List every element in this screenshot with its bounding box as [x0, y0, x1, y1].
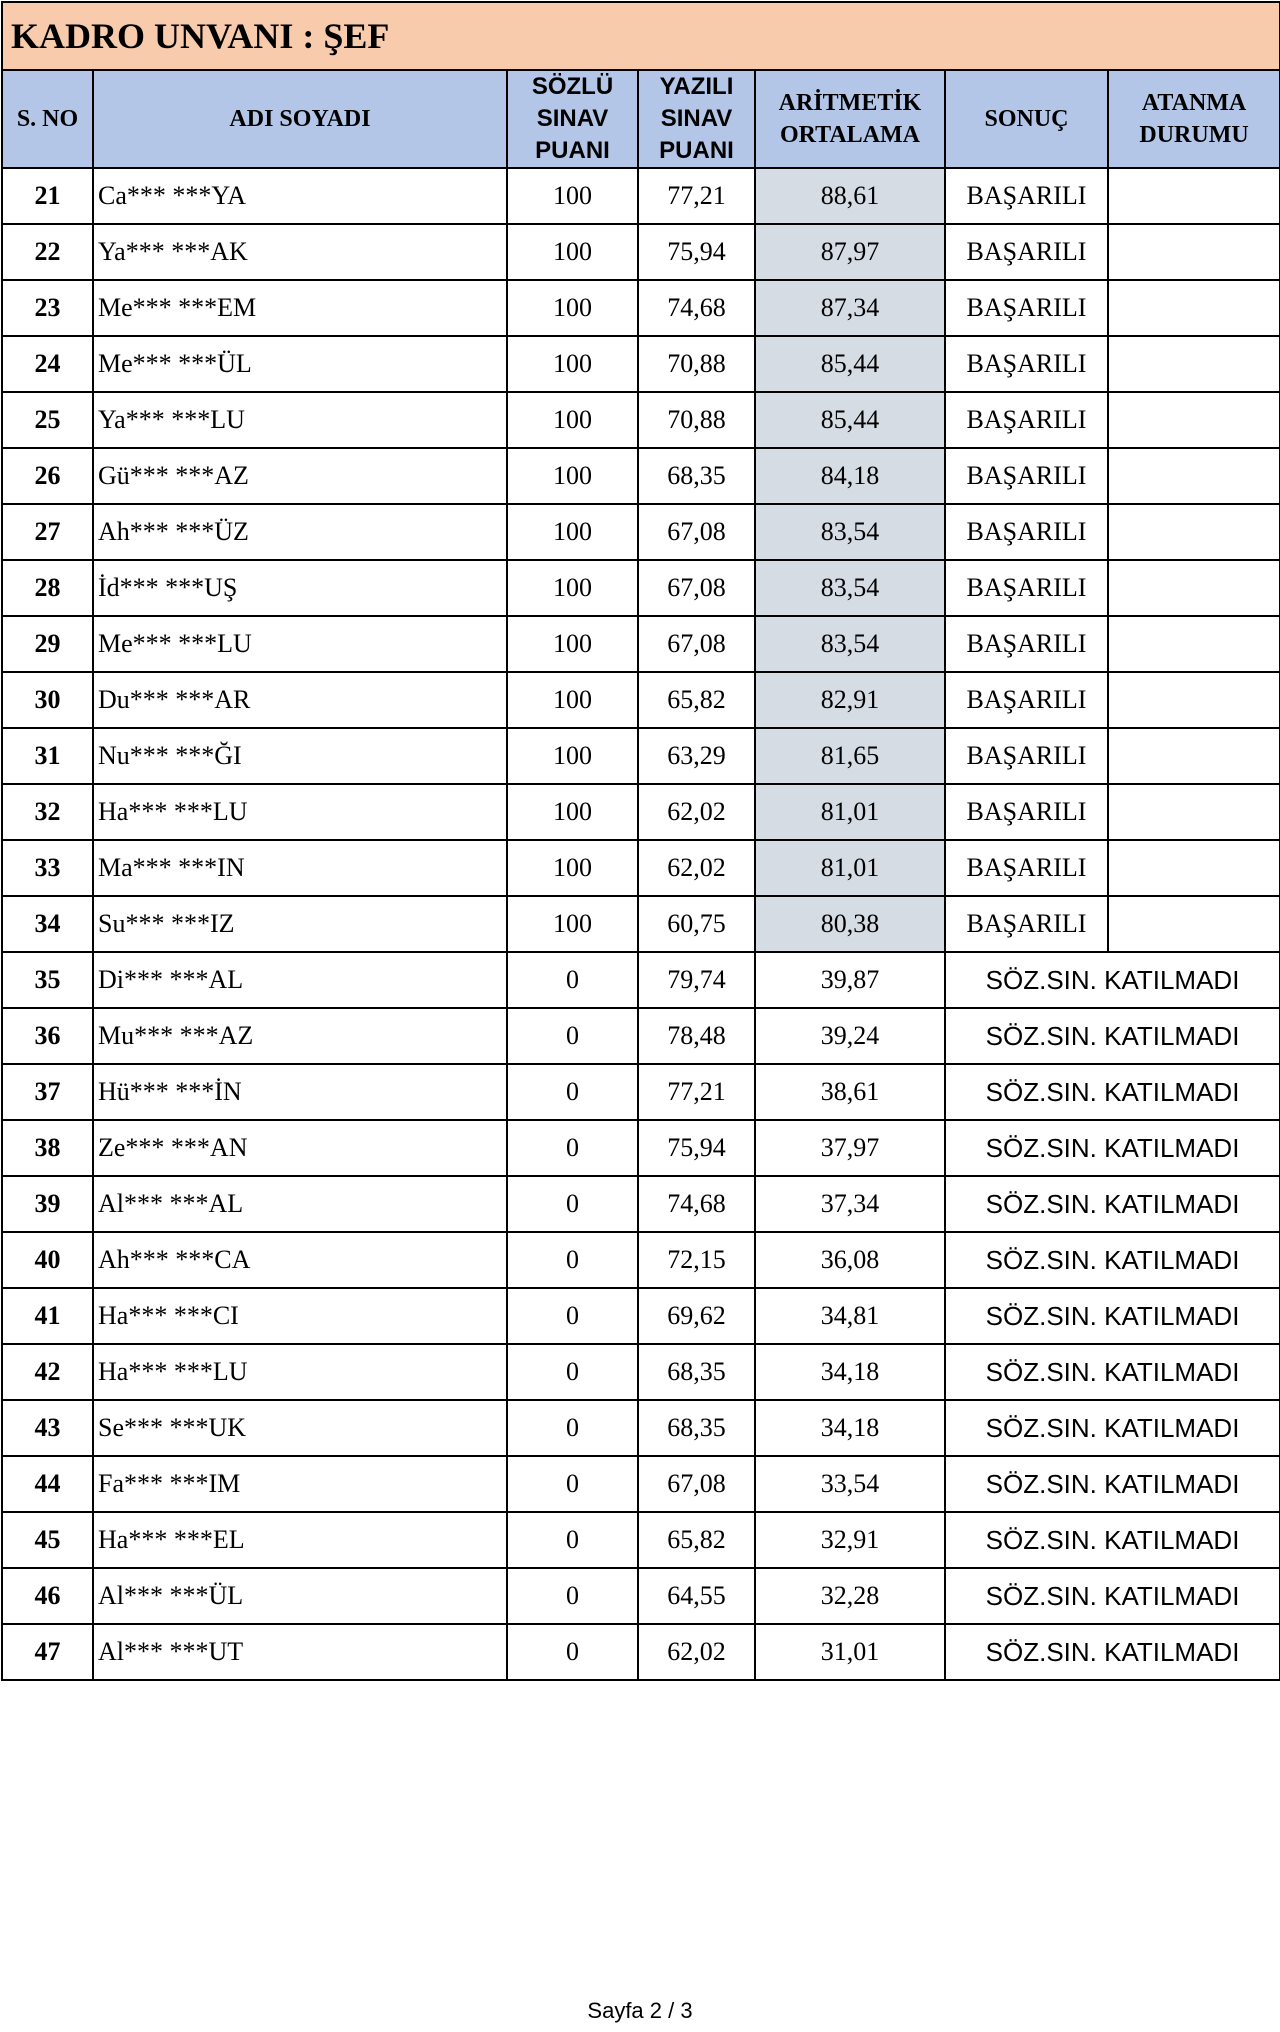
- cell-no: 28: [2, 560, 93, 616]
- table-row: [2, 672, 1280, 728]
- cell-oral-score: 100: [507, 784, 638, 840]
- cell-oral-score: 0: [507, 1288, 638, 1344]
- cell-name: Nu*** ***ĞI: [93, 728, 507, 784]
- table-row: [2, 1344, 1280, 1400]
- cell-no: 32: [2, 784, 93, 840]
- col-header-name: ADI SOYADI: [93, 70, 507, 168]
- cell-written-score: 79,74: [638, 952, 755, 1008]
- cell-written-score: 77,21: [638, 168, 755, 224]
- cell-no: 45: [2, 1512, 93, 1568]
- cell-result: SÖZ.SIN. KATILMADI: [945, 1344, 1280, 1400]
- cell-oral-score: 0: [507, 1624, 638, 1680]
- cell-average: 34,81: [755, 1288, 945, 1344]
- cell-name: Du*** ***AR: [93, 672, 507, 728]
- table-row: [2, 448, 1280, 504]
- cell-oral-score: 100: [507, 896, 638, 952]
- cell-appointment: [1108, 336, 1280, 392]
- cell-written-score: 77,21: [638, 1064, 755, 1120]
- cell-no: 35: [2, 952, 93, 1008]
- cell-name: Ah*** ***ÜZ: [93, 504, 507, 560]
- cell-name: Se*** ***UK: [93, 1400, 507, 1456]
- cell-oral-score: 100: [507, 392, 638, 448]
- cell-result: SÖZ.SIN. KATILMADI: [945, 1512, 1280, 1568]
- cell-result: SÖZ.SIN. KATILMADI: [945, 1064, 1280, 1120]
- cell-average: 85,44: [755, 392, 945, 448]
- col-header-oral-line: SINAV: [536, 105, 609, 132]
- table-row: [2, 392, 1280, 448]
- cell-result: BAŞARILI: [945, 168, 1108, 224]
- cell-oral-score: 100: [507, 448, 638, 504]
- cell-oral-score: 100: [507, 168, 638, 224]
- cell-oral-score: 100: [507, 224, 638, 280]
- cell-name: Ya*** ***LU: [93, 392, 507, 448]
- cell-appointment: [1108, 168, 1280, 224]
- table-row: [2, 168, 1280, 224]
- cell-result: SÖZ.SIN. KATILMADI: [945, 1624, 1280, 1680]
- table-row: [2, 1120, 1280, 1176]
- cell-name: Ze*** ***AN: [93, 1120, 507, 1176]
- cell-average: 36,08: [755, 1232, 945, 1288]
- cell-result: BAŞARILI: [945, 280, 1108, 336]
- col-header-appointment-line: DURUMU: [1139, 122, 1249, 148]
- cell-appointment: [1108, 224, 1280, 280]
- cell-average: 38,61: [755, 1064, 945, 1120]
- cell-result: SÖZ.SIN. KATILMADI: [945, 1456, 1280, 1512]
- cell-written-score: 78,48: [638, 1008, 755, 1064]
- col-header-oral: [507, 70, 638, 168]
- col-header-written-line: YAZILI: [659, 73, 734, 100]
- col-header-no: S. NO: [2, 70, 93, 168]
- cell-oral-score: 100: [507, 616, 638, 672]
- cell-result: BAŞARILI: [945, 224, 1108, 280]
- table-row: [2, 280, 1280, 336]
- cell-result: BAŞARILI: [945, 448, 1108, 504]
- table-row: [2, 1624, 1280, 1680]
- cell-result: BAŞARILI: [945, 560, 1108, 616]
- cell-name: İd*** ***UŞ: [93, 560, 507, 616]
- cell-average: 37,34: [755, 1176, 945, 1232]
- cell-name: Ha*** ***LU: [93, 1344, 507, 1400]
- cell-average: 34,18: [755, 1400, 945, 1456]
- cell-name: Al*** ***AL: [93, 1176, 507, 1232]
- cell-average: 31,01: [755, 1624, 945, 1680]
- cell-result: SÖZ.SIN. KATILMADI: [945, 952, 1280, 1008]
- cell-written-score: 67,08: [638, 616, 755, 672]
- cell-oral-score: 100: [507, 672, 638, 728]
- cell-result: SÖZ.SIN. KATILMADI: [945, 1008, 1280, 1064]
- cell-no: 31: [2, 728, 93, 784]
- cell-written-score: 68,35: [638, 1400, 755, 1456]
- cell-oral-score: 100: [507, 280, 638, 336]
- cell-no: 34: [2, 896, 93, 952]
- cell-average: 37,97: [755, 1120, 945, 1176]
- cell-result: BAŞARILI: [945, 672, 1108, 728]
- cell-no: 44: [2, 1456, 93, 1512]
- cell-appointment: [1108, 840, 1280, 896]
- table-row: [2, 560, 1280, 616]
- cell-average: 32,91: [755, 1512, 945, 1568]
- col-header-appointment: [1108, 70, 1280, 168]
- table-row: [2, 504, 1280, 560]
- cell-no: 23: [2, 280, 93, 336]
- cell-written-score: 68,35: [638, 1344, 755, 1400]
- table-row: [2, 1008, 1280, 1064]
- cell-result: BAŞARILI: [945, 336, 1108, 392]
- cell-name: Ha*** ***CI: [93, 1288, 507, 1344]
- cell-written-score: 65,82: [638, 1512, 755, 1568]
- cell-average: 88,61: [755, 168, 945, 224]
- cell-appointment: [1108, 728, 1280, 784]
- results-table: [1, 1, 1280, 1681]
- cell-name: Ah*** ***CA: [93, 1232, 507, 1288]
- cell-name: Ca*** ***YA: [93, 168, 507, 224]
- cell-written-score: 69,62: [638, 1288, 755, 1344]
- cell-written-score: 67,08: [638, 1456, 755, 1512]
- cell-average: 87,34: [755, 280, 945, 336]
- cell-appointment: [1108, 672, 1280, 728]
- cell-written-score: 67,08: [638, 504, 755, 560]
- cell-no: 39: [2, 1176, 93, 1232]
- cell-result: SÖZ.SIN. KATILMADI: [945, 1120, 1280, 1176]
- cell-written-score: 62,02: [638, 784, 755, 840]
- cell-result: BAŞARILI: [945, 392, 1108, 448]
- cell-average: 39,24: [755, 1008, 945, 1064]
- cell-written-score: 74,68: [638, 280, 755, 336]
- table-row: [2, 1568, 1280, 1624]
- cell-no: 46: [2, 1568, 93, 1624]
- cell-oral-score: 0: [507, 1400, 638, 1456]
- cell-oral-score: 0: [507, 1568, 638, 1624]
- cell-name: Me*** ***EM: [93, 280, 507, 336]
- cell-written-score: 60,75: [638, 896, 755, 952]
- cell-result: BAŞARILI: [945, 896, 1108, 952]
- cell-written-score: 72,15: [638, 1232, 755, 1288]
- cell-average: 39,87: [755, 952, 945, 1008]
- cell-no: 30: [2, 672, 93, 728]
- cell-average: 82,91: [755, 672, 945, 728]
- sheet-title: KADRO UNVANI : ŞEF: [2, 2, 1280, 70]
- cell-no: 40: [2, 1232, 93, 1288]
- cell-name: Su*** ***IZ: [93, 896, 507, 952]
- cell-name: Ha*** ***LU: [93, 784, 507, 840]
- cell-written-score: 68,35: [638, 448, 755, 504]
- header-row: [2, 70, 1280, 168]
- cell-no: 22: [2, 224, 93, 280]
- col-header-written-line: PUANI: [659, 137, 734, 164]
- col-header-written: [638, 70, 755, 168]
- col-header-oral-line: PUANI: [535, 137, 610, 164]
- cell-average: 81,01: [755, 784, 945, 840]
- col-header-oral-line: SÖZLÜ: [531, 73, 614, 100]
- cell-appointment: [1108, 504, 1280, 560]
- cell-average: 83,54: [755, 616, 945, 672]
- cell-result: SÖZ.SIN. KATILMADI: [945, 1400, 1280, 1456]
- cell-oral-score: 0: [507, 1064, 638, 1120]
- cell-appointment: [1108, 616, 1280, 672]
- page-number: Sayfa 2 / 3: [587, 1998, 693, 2023]
- cell-written-score: 62,02: [638, 1624, 755, 1680]
- cell-oral-score: 0: [507, 1344, 638, 1400]
- cell-no: 41: [2, 1288, 93, 1344]
- cell-name: Me*** ***ÜL: [93, 336, 507, 392]
- cell-no: 42: [2, 1344, 93, 1400]
- cell-written-score: 63,29: [638, 728, 755, 784]
- table-row: [2, 1512, 1280, 1568]
- table-body: [2, 168, 1280, 1680]
- col-header-average-line: ORTALAMA: [779, 122, 921, 148]
- cell-appointment: [1108, 896, 1280, 952]
- cell-no: 43: [2, 1400, 93, 1456]
- col-header-appointment-line: ATANMA: [1141, 90, 1247, 116]
- cell-name: Mu*** ***AZ: [93, 1008, 507, 1064]
- cell-oral-score: 100: [507, 504, 638, 560]
- table-row: [2, 1456, 1280, 1512]
- cell-oral-score: 0: [507, 1512, 638, 1568]
- cell-oral-score: 0: [507, 1008, 638, 1064]
- cell-oral-score: 0: [507, 1456, 638, 1512]
- cell-oral-score: 0: [507, 952, 638, 1008]
- table-row: [2, 1400, 1280, 1456]
- results-sheet: [1, 1, 1279, 1681]
- cell-no: 21: [2, 168, 93, 224]
- table-row: [2, 784, 1280, 840]
- cell-average: 34,18: [755, 1344, 945, 1400]
- cell-result: BAŞARILI: [945, 840, 1108, 896]
- col-header-average: [755, 70, 945, 168]
- cell-oral-score: 0: [507, 1176, 638, 1232]
- cell-oral-score: 100: [507, 336, 638, 392]
- cell-name: Hü*** ***İN: [93, 1064, 507, 1120]
- cell-no: 26: [2, 448, 93, 504]
- cell-name: Me*** ***LU: [93, 616, 507, 672]
- cell-appointment: [1108, 392, 1280, 448]
- cell-result: SÖZ.SIN. KATILMADI: [945, 1176, 1280, 1232]
- cell-average: 83,54: [755, 560, 945, 616]
- cell-no: 29: [2, 616, 93, 672]
- table-row: [2, 896, 1280, 952]
- cell-no: 25: [2, 392, 93, 448]
- cell-average: 80,38: [755, 896, 945, 952]
- cell-no: 36: [2, 1008, 93, 1064]
- table-row: [2, 840, 1280, 896]
- cell-written-score: 75,94: [638, 1120, 755, 1176]
- col-header-written-line: SINAV: [660, 105, 733, 132]
- table-row: [2, 336, 1280, 392]
- cell-name: Al*** ***UT: [93, 1624, 507, 1680]
- cell-name: Di*** ***AL: [93, 952, 507, 1008]
- cell-written-score: 70,88: [638, 336, 755, 392]
- col-header-average-line: ARİTMETİK: [778, 90, 922, 116]
- cell-result: SÖZ.SIN. KATILMADI: [945, 1568, 1280, 1624]
- cell-appointment: [1108, 784, 1280, 840]
- cell-appointment: [1108, 280, 1280, 336]
- cell-appointment: [1108, 560, 1280, 616]
- cell-average: 32,28: [755, 1568, 945, 1624]
- cell-oral-score: 100: [507, 560, 638, 616]
- cell-name: Ma*** ***IN: [93, 840, 507, 896]
- cell-result: BAŞARILI: [945, 728, 1108, 784]
- cell-name: Ha*** ***EL: [93, 1512, 507, 1568]
- cell-written-score: 62,02: [638, 840, 755, 896]
- cell-no: 37: [2, 1064, 93, 1120]
- cell-written-score: 74,68: [638, 1176, 755, 1232]
- cell-written-score: 75,94: [638, 224, 755, 280]
- table-row: [2, 616, 1280, 672]
- table-row: [2, 1064, 1280, 1120]
- cell-no: 24: [2, 336, 93, 392]
- cell-average: 81,65: [755, 728, 945, 784]
- cell-oral-score: 100: [507, 840, 638, 896]
- cell-written-score: 64,55: [638, 1568, 755, 1624]
- cell-written-score: 65,82: [638, 672, 755, 728]
- cell-oral-score: 0: [507, 1120, 638, 1176]
- table-row: [2, 1288, 1280, 1344]
- cell-name: Fa*** ***IM: [93, 1456, 507, 1512]
- cell-written-score: 67,08: [638, 560, 755, 616]
- cell-average: 84,18: [755, 448, 945, 504]
- cell-oral-score: 0: [507, 1232, 638, 1288]
- cell-name: Al*** ***ÜL: [93, 1568, 507, 1624]
- cell-average: 87,97: [755, 224, 945, 280]
- cell-result: BAŞARILI: [945, 616, 1108, 672]
- table-row: [2, 952, 1280, 1008]
- cell-oral-score: 100: [507, 728, 638, 784]
- cell-no: 27: [2, 504, 93, 560]
- cell-average: 83,54: [755, 504, 945, 560]
- table-row: [2, 224, 1280, 280]
- cell-average: 81,01: [755, 840, 945, 896]
- cell-result: BAŞARILI: [945, 784, 1108, 840]
- col-header-result: SONUÇ: [945, 70, 1108, 168]
- cell-name: Ya*** ***AK: [93, 224, 507, 280]
- cell-average: 33,54: [755, 1456, 945, 1512]
- cell-appointment: [1108, 448, 1280, 504]
- cell-result: SÖZ.SIN. KATILMADI: [945, 1288, 1280, 1344]
- table-row: [2, 1176, 1280, 1232]
- cell-average: 85,44: [755, 336, 945, 392]
- table-row: [2, 728, 1280, 784]
- cell-result: SÖZ.SIN. KATILMADI: [945, 1232, 1280, 1288]
- cell-name: Gü*** ***AZ: [93, 448, 507, 504]
- cell-written-score: 70,88: [638, 392, 755, 448]
- cell-no: 47: [2, 1624, 93, 1680]
- table-row: [2, 1232, 1280, 1288]
- cell-no: 38: [2, 1120, 93, 1176]
- cell-no: 33: [2, 840, 93, 896]
- cell-result: BAŞARILI: [945, 504, 1108, 560]
